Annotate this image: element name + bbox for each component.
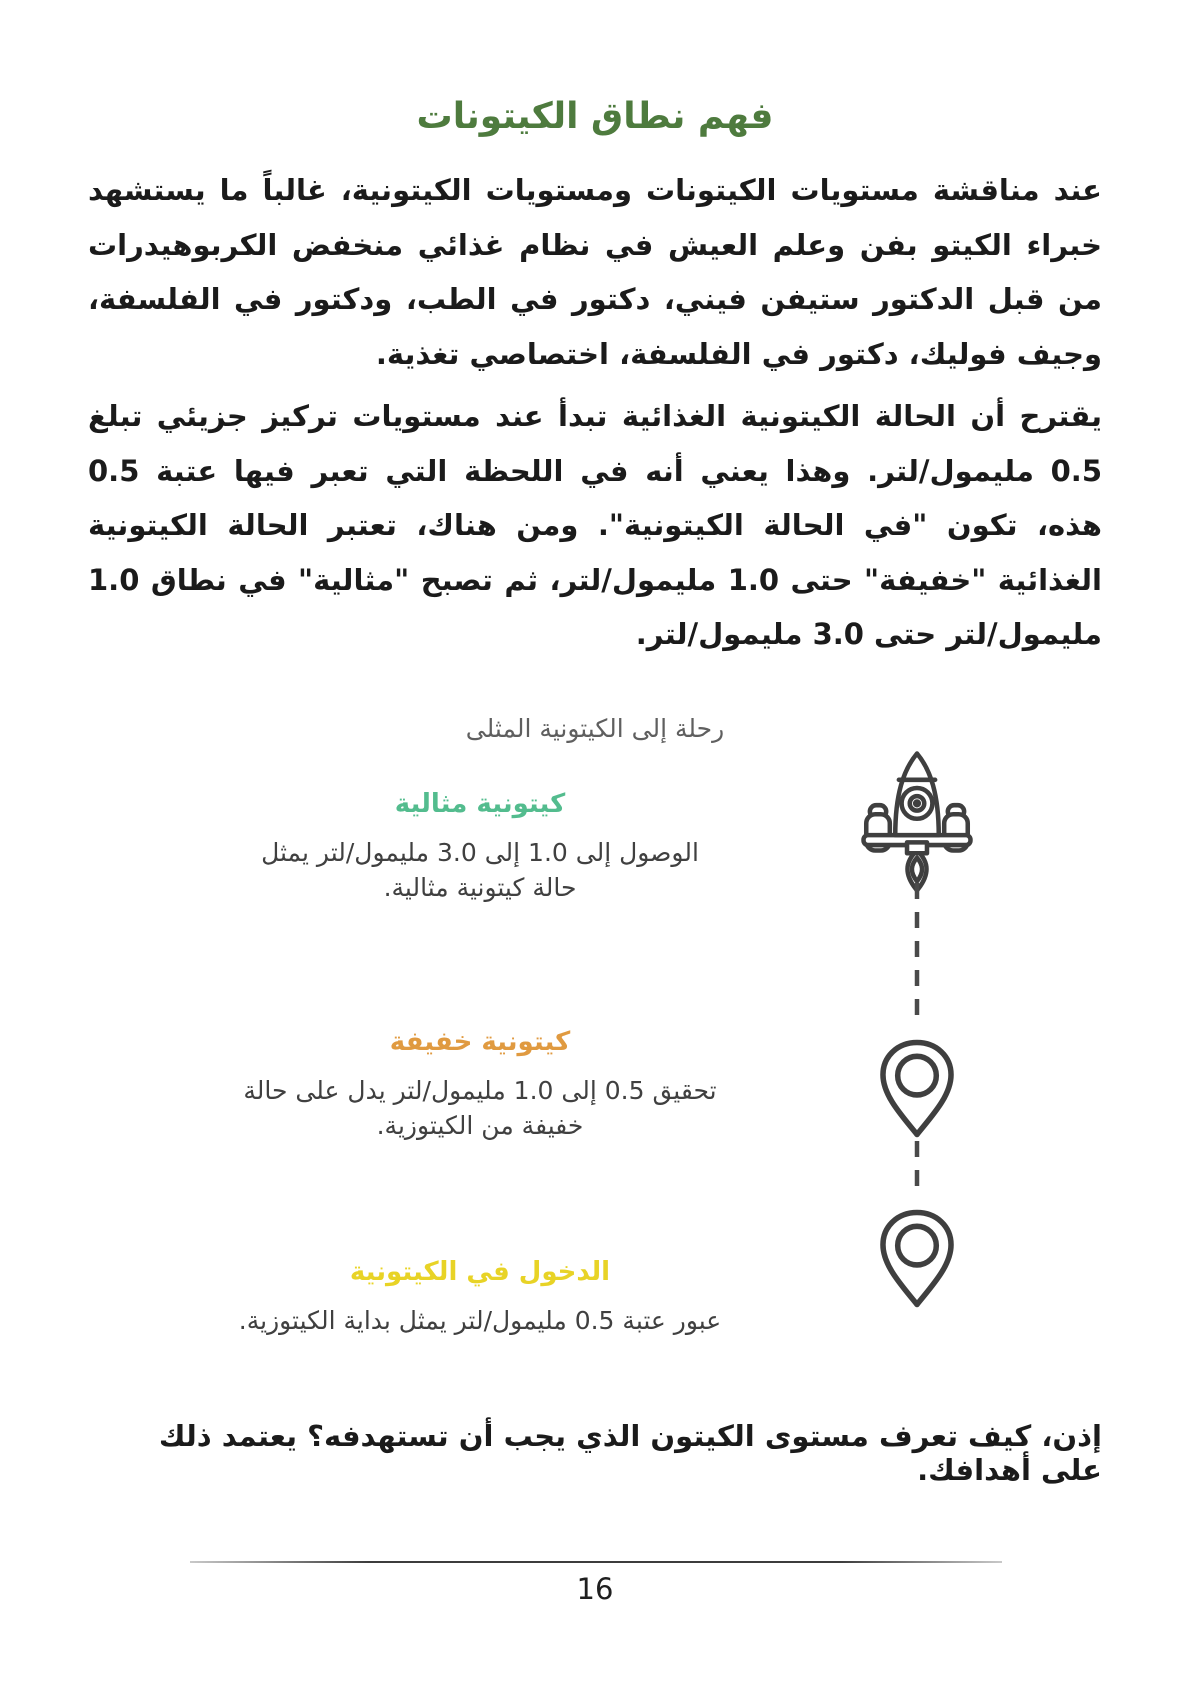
map-pin-icon: [871, 1037, 963, 1144]
rocket-icon: [858, 749, 976, 898]
stage-light-ketosis: [150, 1027, 810, 1144]
stage-description: الوصول إلى 1.0 إلى 3.0 مليمول/لتر يمثل حالة كيتونية مثالية.: [261, 837, 699, 903]
diagram-caption: رحلة إلى الكيتونية المثلى: [465, 713, 725, 743]
page-title: فهم نطاق الكيتونات: [416, 96, 774, 137]
stage-description: تحقيق 0.5 إلى 1.0 مليمول/لتر يدل على حالة خفيفة من الكيتوزية.: [243, 1075, 717, 1141]
intro-paragraph-2: يقترح أن الحالة الكيتونية الغذائية تبدأ عند مستويات تركيز جزيئي تبلغ 0.5 مليمول/لتر. وهذا يعني أنه في اللحظة التي تعبر فيها عتبة 0.5 هذه، تكون "في الحالة الكيتونية". ومن هناك، تعتبر الحالة الكيتونية الغذائية "خفيفة" حتى 1.0 مليمول/لتر، ثم تصبح "مثالية" في نطاق 1.0 مليمول/لتر حتى 3.0 مليمول/لتر.: [88, 399, 1102, 652]
timeline-dashed-line: [908, 1137, 926, 1207]
ketosis-journey-diagram: [0, 743, 1190, 1385]
footer-divider: [190, 1561, 1002, 1563]
stage-title: كيتونية خفيفة: [389, 1026, 571, 1057]
closing-paragraph: إذن، كيف تعرف مستوى الكيتون الذي يجب أن تستهدفه؟ يعتمد ذلك على أهدافك.: [158, 1418, 1102, 1487]
page-number: 16: [576, 1572, 614, 1606]
stage-optimal-ketosis: [150, 789, 810, 906]
stage-description: عبور عتبة 0.5 مليمول/لتر يمثل بداية الكيتوزية.: [238, 1305, 722, 1335]
timeline-dashed-line: [908, 879, 926, 1035]
stage-title: الدخول في الكيتونية: [349, 1256, 611, 1287]
stage-entering-ketosis: [150, 1257, 810, 1339]
intro-paragraph-1: عند مناقشة مستويات الكيتونات ومستويات الكيتونية، غالباً ما يستشهد خبراء الكيتو بفن وعلم العيش في نظام غذائي منخفض الكربوهيدرات من قبل الدكتور ستيفن فيني، دكتور في الطب، ودكتور في الفلسفة، وجيف فوليك، دكتور في الفلسفة، اختصاصي تغذية.: [88, 173, 1102, 371]
stage-title: كيتونية مثالية: [394, 788, 566, 819]
map-pin-icon: [871, 1207, 963, 1314]
